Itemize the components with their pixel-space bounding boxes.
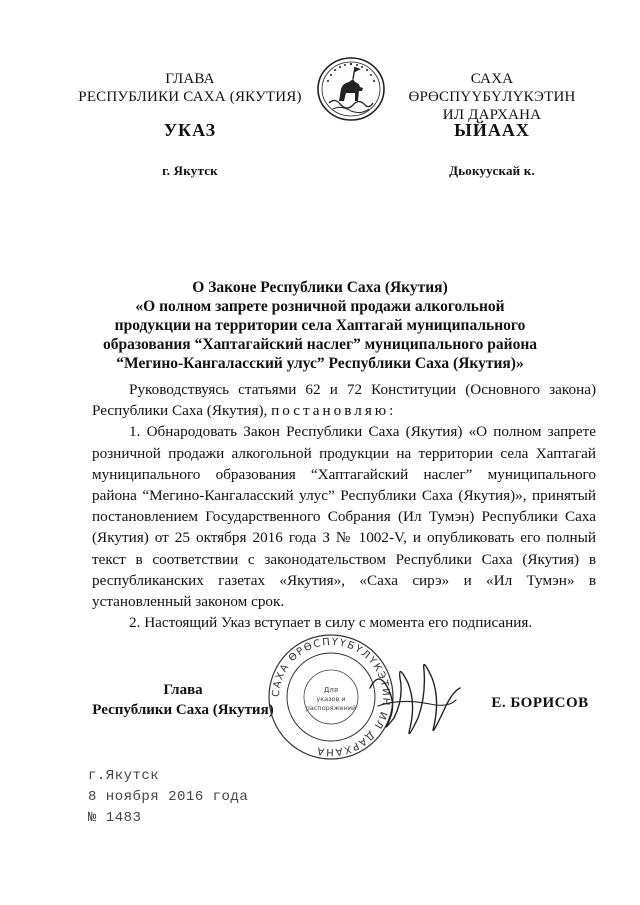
preamble-paragraph (92, 379, 596, 421)
footer-block (88, 766, 388, 829)
stamp-inner-line3: распоряжений (305, 704, 357, 712)
document-body (92, 379, 596, 633)
item-1: 1. Обнародовать Закон Республики Саха (Якутия) «О полном запрете розничной продажи алкогольной продукции на территории села Хаптагай муниципального образования “Хаптагайский наслег” муниципального района “Мегино-Кангаласский улус” Республики Саха (Якутия)», принятый постановлением Государственного Собрания (Ил Тумэн) Республики Саха (Якутия) от 25 октября 2016 года З № 1002-V, и опубликовать его полный текст в соответствии с законодательством Республики Саха (Якутия) в республиканских газетах «Якутия», «Саха сирэ» и «Ил Тумэн» в установленный законом срок. (92, 423, 596, 611)
title-line2: «О полном запрете розничной продажи алкогольной (135, 298, 505, 315)
footer-number: № 1483 (88, 810, 142, 826)
stamp-ring-text: САХА ӨРӨСПҮҮБҮЛҮКЭТИН ИЛ ДАРХАНА (270, 636, 392, 758)
signature-scribble (360, 648, 470, 758)
header-right (392, 70, 592, 124)
stamp-inner-line1: Для (323, 686, 339, 694)
document-title (85, 278, 555, 373)
header-left-line1: ГЛАВА (165, 71, 215, 87)
signer-position-line1: Глава (163, 682, 203, 698)
signer-position (88, 680, 278, 720)
coat-of-arms-emblem (315, 55, 387, 123)
handwritten-signature (360, 648, 470, 758)
city-ru: г. Якутск (162, 163, 218, 178)
footer-city: г.Якутск (88, 768, 160, 784)
preamble-decree: постановляю: (271, 402, 397, 420)
header-right-line1: САХА ӨРӨСПҮҮБҮЛҮКЭТИН (408, 71, 576, 105)
title-line5: “Мегино-Кангаласский улус” Республики Саха (Якутия)» (116, 355, 524, 372)
doc-type-sakha: ЫЙААХ (454, 120, 530, 140)
header-left-line2: РЕСПУБЛИКИ САХА (ЯКУТИЯ) (78, 89, 302, 105)
doc-type-ru: УКАЗ (163, 120, 217, 140)
title-line1: О Законе Республики Саха (Якутия) (192, 279, 448, 296)
coat-of-arms-icon (315, 55, 387, 123)
header-left (70, 70, 310, 106)
stamp-inner-line2: указов и (316, 695, 346, 703)
title-line4: образования “Хаптагайский наслег” муниципального района (102, 336, 538, 353)
signer-name: Е. БОРИСОВ (491, 695, 589, 711)
preamble-text: Руководствуясь статьями 62 и 72 Конституции (Основного закона) Республики Саха (Якутия), (92, 381, 596, 420)
header-right-line2: ИЛ ДАРХАНА (442, 107, 542, 123)
footer-date: 8 ноября 2016 года (88, 789, 249, 805)
title-line3: продукции на территории села Хаптагай муниципального (114, 317, 526, 334)
signer-position-line2: Республики Саха (Якутия) (92, 702, 274, 718)
item-2: 2. Настоящий Указ вступает в силу с момента его подписания. (129, 614, 533, 632)
city-sakha: Дьокуускай к. (449, 163, 535, 178)
